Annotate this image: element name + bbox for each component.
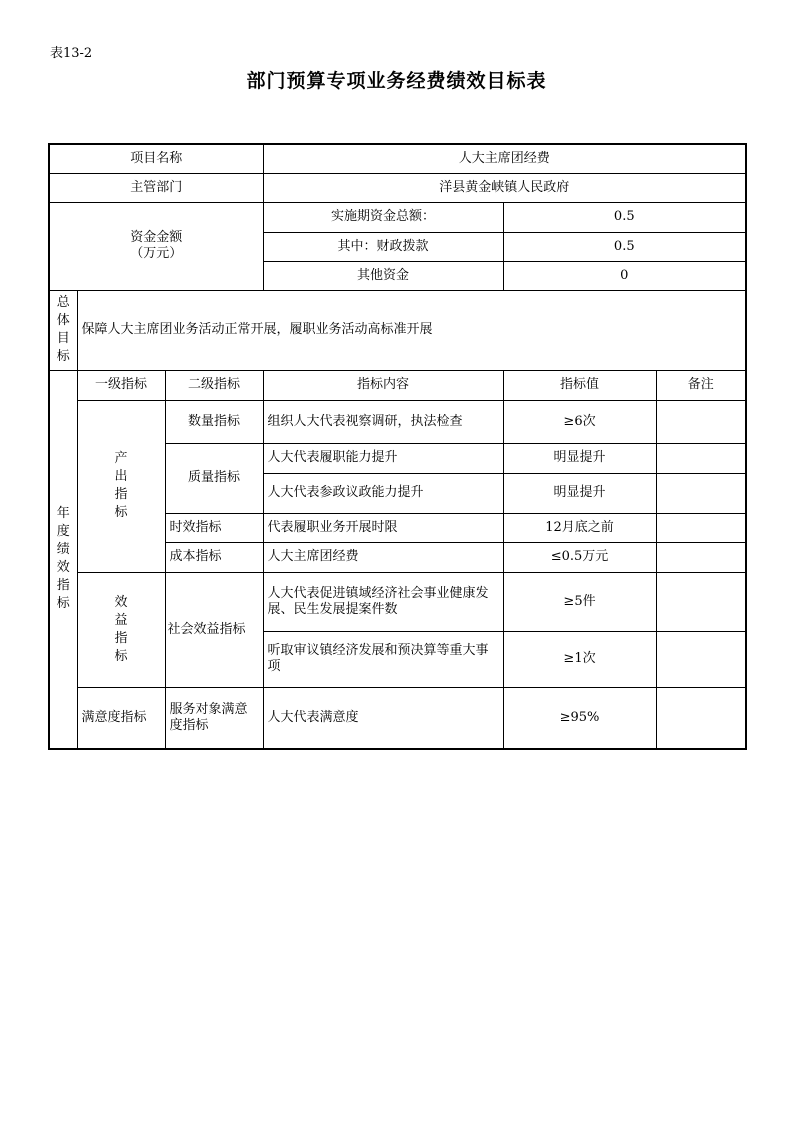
header-note: 备注 (656, 370, 746, 400)
header-content: 指标内容 (263, 370, 503, 400)
document-title: 部门预算专项业务经费绩效目标表 (246, 70, 547, 92)
project-name-row (49, 144, 746, 173)
satisfaction-value: ≥95% (503, 687, 656, 749)
overall-goal-label-text: 总体目标 (56, 295, 70, 364)
table-row (49, 400, 746, 443)
social1-note (656, 572, 746, 631)
cost-value: ≤0.5万元 (503, 542, 656, 572)
quality1-content: 人大代表履职能力提升 (263, 443, 503, 473)
quality-level2: 质量指标 (165, 443, 263, 513)
quality1-note (656, 443, 746, 473)
quality2-content: 人大代表参政议政能力提升 (263, 473, 503, 513)
funds-label-line2: （万元） (130, 246, 183, 261)
department-value: 洋县黄金峡镇人民政府 (263, 173, 746, 202)
quantity-value: ≥6次 (503, 400, 656, 443)
indicator-header-row (49, 370, 746, 400)
funds-label-line1: 资金金额 (130, 230, 183, 245)
funds-total-label: 实施期资金总额： (263, 202, 503, 232)
annual-indicators-label (49, 370, 77, 749)
output-indicator-label-text: 产出指标 (114, 451, 128, 520)
overall-goal-text: 保障人大主席团业务活动正常开展，履职业务活动高标准开展 (77, 290, 746, 370)
timeliness-content: 代表履职业务开展时限 (263, 513, 503, 542)
department-label: 主管部门 (49, 173, 263, 202)
timeliness-level2: 时效指标 (165, 513, 263, 542)
table-row (49, 572, 746, 631)
satisfaction-indicator-label: 满意度指标 (77, 687, 165, 749)
social2-value: ≥1次 (503, 631, 656, 687)
social2-note (656, 631, 746, 687)
performance-target-table (48, 143, 747, 750)
funds-other-label: 其他资金 (263, 261, 503, 290)
quantity-content: 组织人大代表视察调研，执法检查 (263, 400, 503, 443)
header-level1: 一级指标 (77, 370, 165, 400)
output-indicator-label (77, 400, 165, 572)
annual-indicators-label-text: 年度绩效指标 (56, 506, 70, 612)
satisfaction-level2: 服务对象满意度指标 (165, 687, 263, 749)
social-benefit-level2: 社会效益指标 (165, 572, 263, 687)
funds-total-row (49, 202, 746, 232)
funds-fiscal-value: 0.5 (503, 232, 746, 261)
social1-content: 人大代表促进镇域经济社会事业健康发展、民生发展提案件数 (263, 572, 503, 631)
funds-other-value: 0 (503, 261, 746, 290)
header-level2: 二级指标 (165, 370, 263, 400)
social1-value: ≥5件 (503, 572, 656, 631)
quantity-note (656, 400, 746, 443)
timeliness-note (656, 513, 746, 542)
quality2-note (656, 473, 746, 513)
timeliness-value: 12月底之前 (503, 513, 656, 542)
quantity-level2: 数量指标 (165, 400, 263, 443)
funds-fiscal-label: 其中：财政拨款 (263, 232, 503, 261)
benefit-indicator-label-text: 效益指标 (114, 594, 128, 664)
project-name-value: 人大主席团经费 (263, 144, 746, 173)
quality1-value: 明显提升 (503, 443, 656, 473)
table-code: 表13-2 (50, 46, 93, 61)
social2-content: 听取审议镇经济发展和预决算等重大事项 (263, 631, 503, 687)
funds-label (49, 202, 263, 290)
cost-note (656, 542, 746, 572)
overall-goal-row (49, 290, 746, 370)
benefit-indicator-label (77, 572, 165, 687)
table-row (49, 687, 746, 749)
overall-goal-label (49, 290, 77, 370)
cost-content: 人大主席团经费 (263, 542, 503, 572)
funds-total-value: 0.5 (503, 202, 746, 232)
department-row (49, 173, 746, 202)
header-value: 指标值 (503, 370, 656, 400)
quality2-value: 明显提升 (503, 473, 656, 513)
project-name-label: 项目名称 (49, 144, 263, 173)
cost-level2: 成本指标 (165, 542, 263, 572)
satisfaction-content: 人大代表满意度 (263, 687, 503, 749)
satisfaction-note (656, 687, 746, 749)
